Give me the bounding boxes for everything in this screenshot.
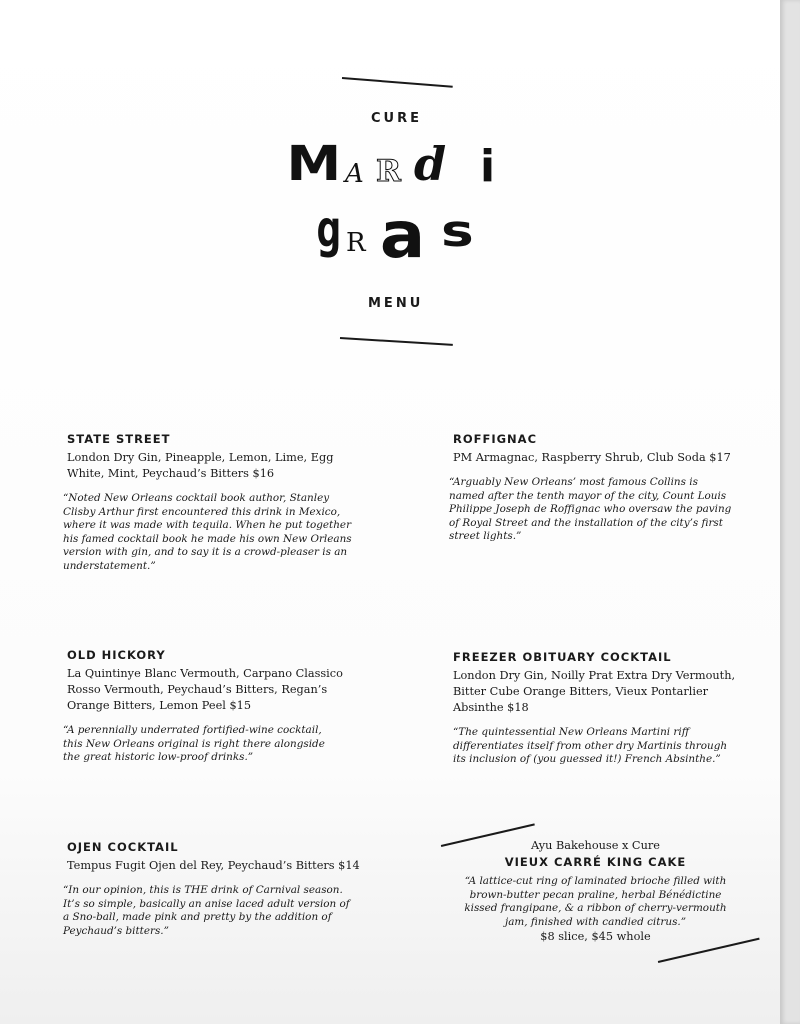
title-letter: d [414,137,447,191]
item-description: La Quintinye Blanc Vermouth, Carpano Classico Rosso Vermouth, Peychaud’s Bitters, Regan’s Orange Bitters, Lemon Peel $15 [67,667,343,712]
king-cake-price: $8 slice, $45 whole [540,930,651,944]
item-name: STATE STREET [67,432,171,446]
item-quote: “Noted New Orleans cocktail book author, Stanley Clisby Arthur first encountered this drink in Mexico, where it was made with tequila. When he put together his famed cocktail book he made his own New Orleans version with gin, and to say it is a crowd-pleaser is an understatement.” [63,492,352,572]
menu-item-ojen-cocktail [63,840,367,938]
item-name: ROFFIGNAC [453,432,538,446]
header-top-rule [342,77,453,88]
menu-item-roffignac [449,432,753,544]
item-quote: “In our opinion, this is THE drink of Carnival season. It’s so simple, basically an anise laced adult version of a Sno-ball, made pink and pretty by the addition of Peychaud’s bitters.” [63,884,350,937]
header-bottom-rule [340,337,453,346]
menu-item-old-hickory [63,648,352,765]
menu-label: MENU [368,296,424,311]
item-name: FREEZER OBITUARY COCKTAIL [453,650,672,664]
item-description: London Dry Gin, Pineapple, Lemon, Lime, Egg White, Mint, Peychaud’s Bitters $16 [67,451,334,480]
menu-item-freezer-obituary [453,650,753,767]
item-name: OLD HICKORY [67,648,166,662]
title-letter: R [376,154,401,189]
title-letter: a [379,199,426,273]
title-letter: R [346,228,365,258]
title-letter: M [286,136,342,192]
item-quote: “Arguably New Orleans’ most famous Collins is named after the tenth mayor of the city, Count Louis Philippe Joseph de Roffignac who oversaw the paving of Royal Street and the installation of the city’s first street lights.” [449,476,732,543]
title-letter: A [345,159,364,189]
title-letter: g [316,200,342,260]
title-letter: i [480,141,496,192]
item-description: PM Armagnac, Raspberry Shrub, Club Soda $17 [453,451,731,464]
item-quote: “A perennially underrated fortified-wine cocktail, this New Orleans original is right there alongside the great historic low-proof drinks.” [63,724,325,764]
menu-item-state-street [63,432,367,574]
title-letter: s [441,206,474,257]
page-edge [780,0,800,1024]
item-name: OJEN COCKTAIL [67,840,179,854]
king-cake-quote: “A lattice-cut ring of laminated brioche filled with brown-butter pecan praline, herbal Bénédictine kissed frangipane, & a ribbon of cherry-vermouth jam, finished with candied citrus.” [464,875,727,928]
king-cake-feature [453,838,738,945]
king-cake-maker: Ayu Bakehouse x Cure [531,839,660,852]
item-quote: “The quintessential New Orleans Martini riff differentiates itself from other dry Martinis through its inclusion of (you guessed it!) French Absinthe.” [453,726,728,766]
item-description: Tempus Fugit Ojen del Rey, Peychaud’s Bitters $14 [67,859,360,872]
king-cake-name: VIEUX CARRÉ KING CAKE [504,855,687,869]
cure-label: CURE [371,111,422,126]
item-description: London Dry Gin, Noilly Prat Extra Dry Vermouth, Bitter Cube Orange Bitters, Vieux Pontarlier Absinthe $18 [453,669,736,714]
